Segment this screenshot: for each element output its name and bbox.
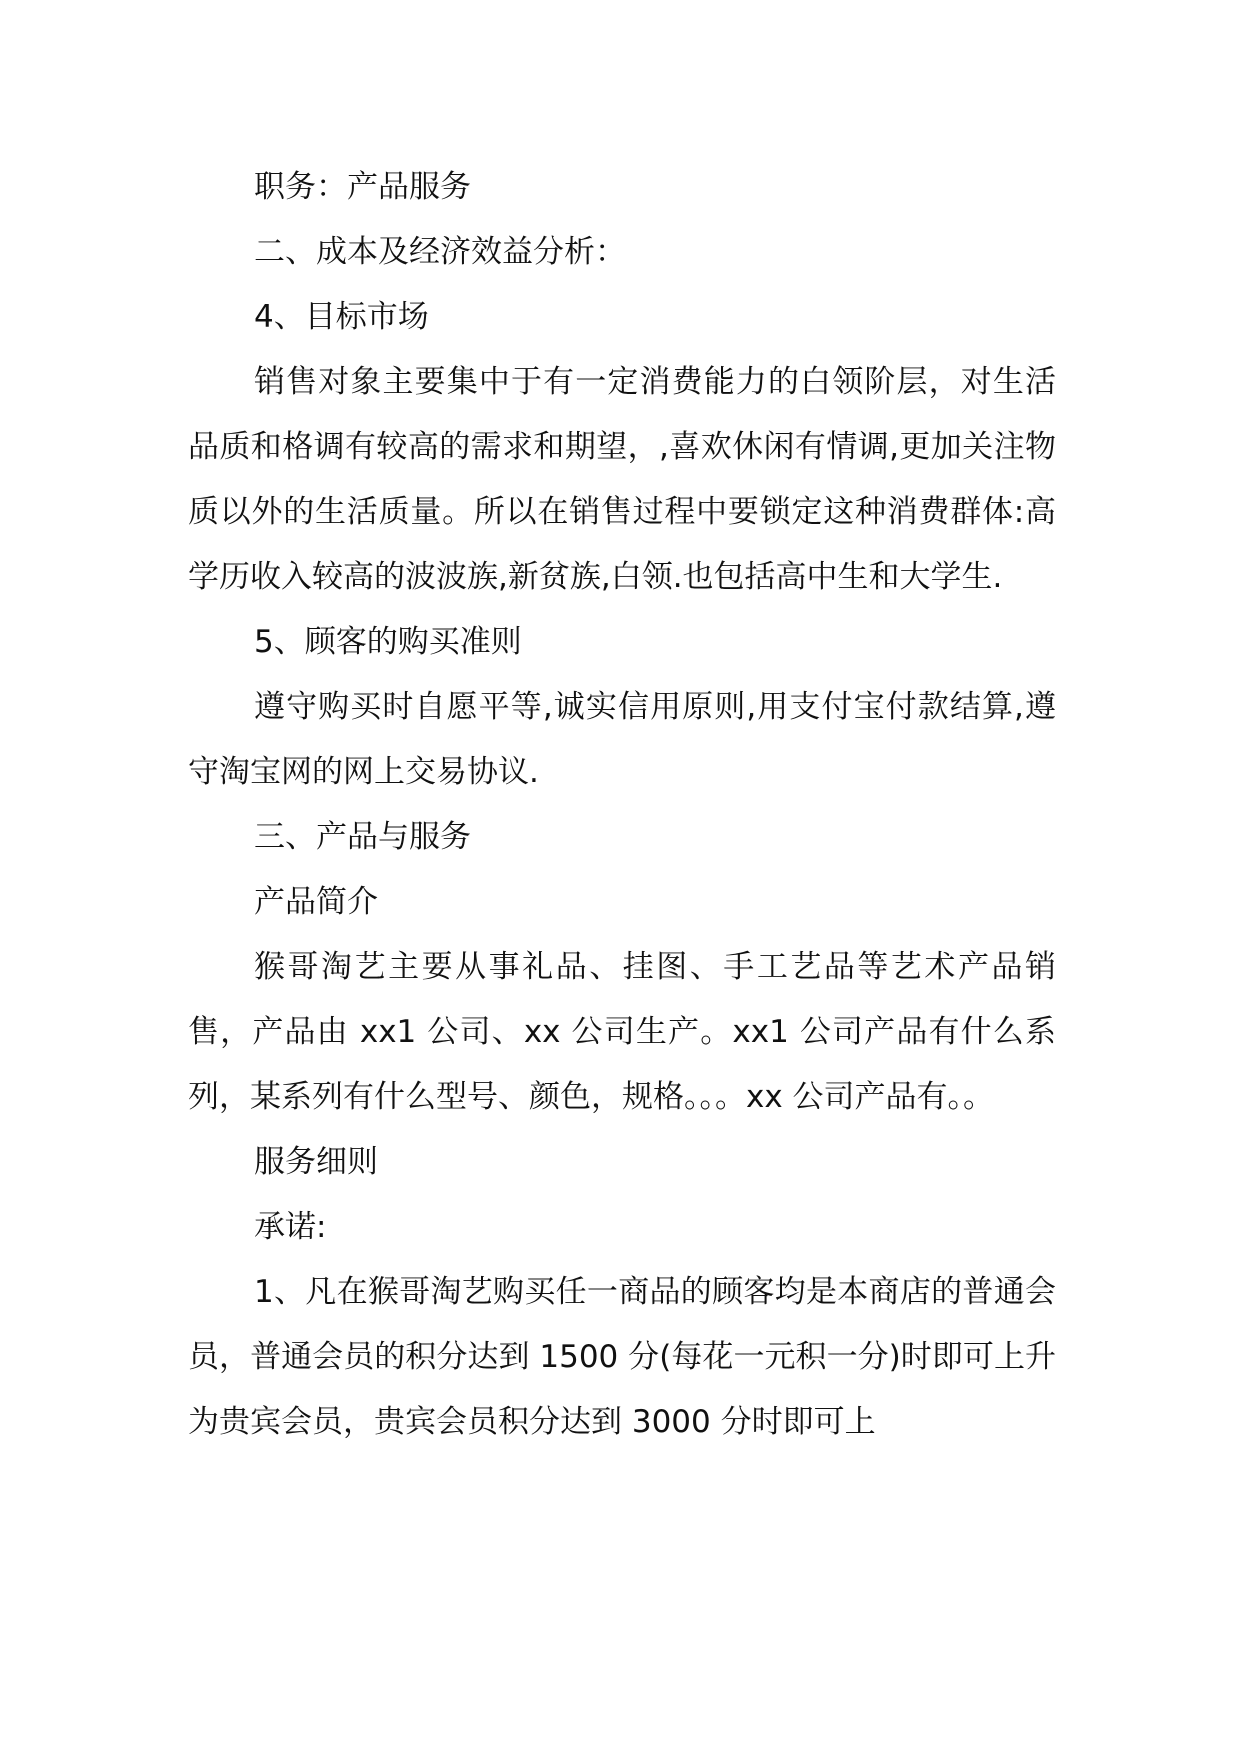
heading-cost-benefit-analysis: 二、成本及经济效益分析： [254,234,626,270]
heading-commitment: 承诺: [254,1209,327,1245]
heading-target-market: 4、目标市场 [254,299,429,335]
paragraph-job-title: 职务：产品服务 [254,169,471,205]
paragraph-purchase-rules: 遵守购买时自愿平等,诚实信用原则,用支付宝付款结算,遵守淘宝网的网上交易协议. [188,689,1056,790]
heading-service-details: 服务细则 [254,1144,378,1180]
heading-products-services: 三、产品与服务 [254,819,471,855]
heading-product-intro: 产品简介 [254,884,378,920]
document-body [188,155,1056,1455]
paragraph-membership: 1、凡在猴哥淘艺购买任一商品的顾客均是本商店的普通会员，普通会员的积分达到 1500 分(每花一元积一分)时即可上升为贵宾会员，贵宾会员积分达到 3000 分时即可上 [188,1274,1056,1440]
heading-purchase-rules: 5、顾客的购买准则 [254,624,522,660]
paragraph-product-intro: 猴哥淘艺主要从事礼品、挂图、手工艺品等艺术产品销售，产品由 xx1 公司、xx 公司生产。xx1 公司产品有什么系列，某系列有什么型号、颜色，规格。。。xx 公司产品有。。 [188,949,1056,1115]
paragraph-sales-target: 销售对象主要集中于有一定消费能力的白领阶层，对生活品质和格调有较高的需求和期望，,喜欢休闲有情调,更加关注物质以外的生活质量。所以在销售过程中要锁定这种消费群体:高学历收入较高的波波族,新贫族,白领.也包括高中生和大学生. [188,364,1056,595]
